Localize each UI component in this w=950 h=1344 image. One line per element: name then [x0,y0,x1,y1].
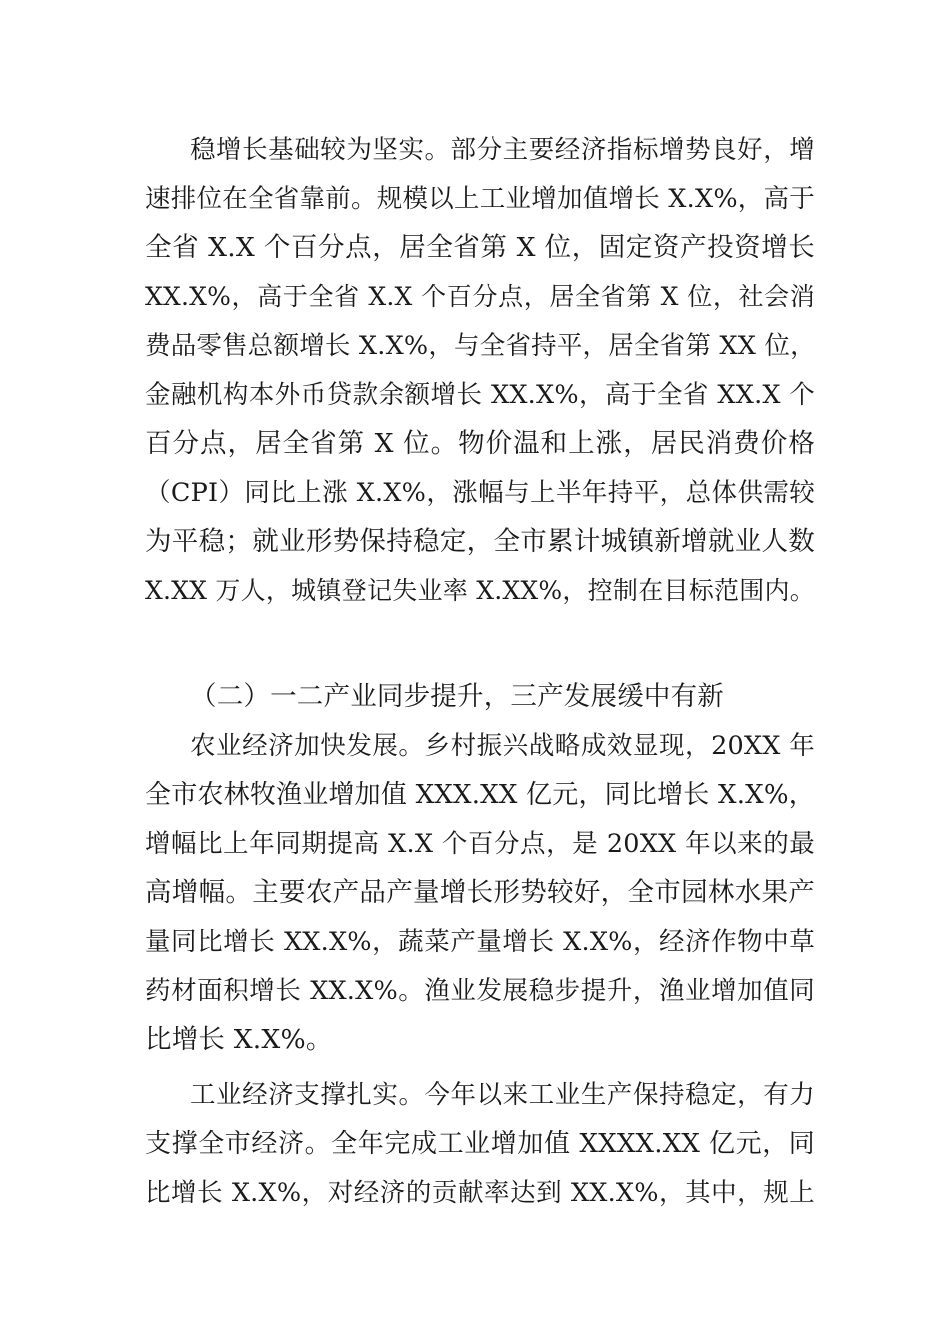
paragraph-line: XX.X%，高于全省 X.X 个百分点，居全省第 X 位，社会消 [145,282,815,311]
paragraph-line: 全省 X.X 个百分点，居全省第 X 位，固定资产投资增长 [145,232,815,263]
paragraph-line: （CPI）同比上涨 X.X%，涨幅与上半年持平，总体供需较 [145,478,815,508]
paragraph-line: 比增长 X.X%。 [145,1024,333,1055]
paragraph-line: 增幅比上年同期提高 X.X 个百分点，是 20XX 年以来的最 [145,829,815,859]
paragraph-line: 量同比增长 XX.X%，蔬菜产量增长 X.X%，经济作物中草 [145,927,815,957]
paragraph-line: X.XX 万人，城镇登记失业率 X.XX%，控制在目标范围内。 [145,576,815,605]
paragraph-line: 高增幅。主要农产品产量增长形势较好，全市园林水果产 [145,877,815,908]
paragraph-line: 支撑全市经济。全年完成工业增加值 XXXX.XX 亿元，同 [145,1129,815,1159]
paragraph-line: 速排位在全省靠前。规模以上工业增加值增长 X.X%，高于 [145,184,815,214]
paragraph-line: 药材面积增长 XX.X%。渔业发展稳步提升，渔业增加值同 [145,976,815,1006]
section-heading: （二）一二产业同步提升，三产发展缓中有新 [190,681,724,712]
paragraph-line: 农业经济加快发展。乡村振兴战略成效显现，20XX 年 [190,731,815,761]
paragraph-line: 全市农林牧渔业增加值 XXX.XX 亿元，同比增长 X.X%， [145,780,815,810]
paragraph-line: 比增长 X.X%，对经济的贡献率达到 XX.X%，其中，规上 [145,1178,815,1208]
paragraph-line: 金融机构本外币贷款余额增长 XX.X%，高于全省 XX.X 个 [145,380,815,410]
paragraph-line: 为平稳；就业形势保持稳定，全市累计城镇新增就业人数 [145,526,815,557]
paragraph-line: 工业经济支撑扎实。今年以来工业生产保持稳定，有力 [190,1080,815,1110]
paragraph-line: 百分点，居全省第 X 位。物价温和上涨，居民消费价格 [145,428,815,459]
paragraph-line: 稳增长基础较为坚实。部分主要经济指标增势良好，增 [190,135,815,165]
paragraph-line: 费品零售总额增长 X.X%，与全省持平，居全省第 XX 位， [145,331,816,361]
